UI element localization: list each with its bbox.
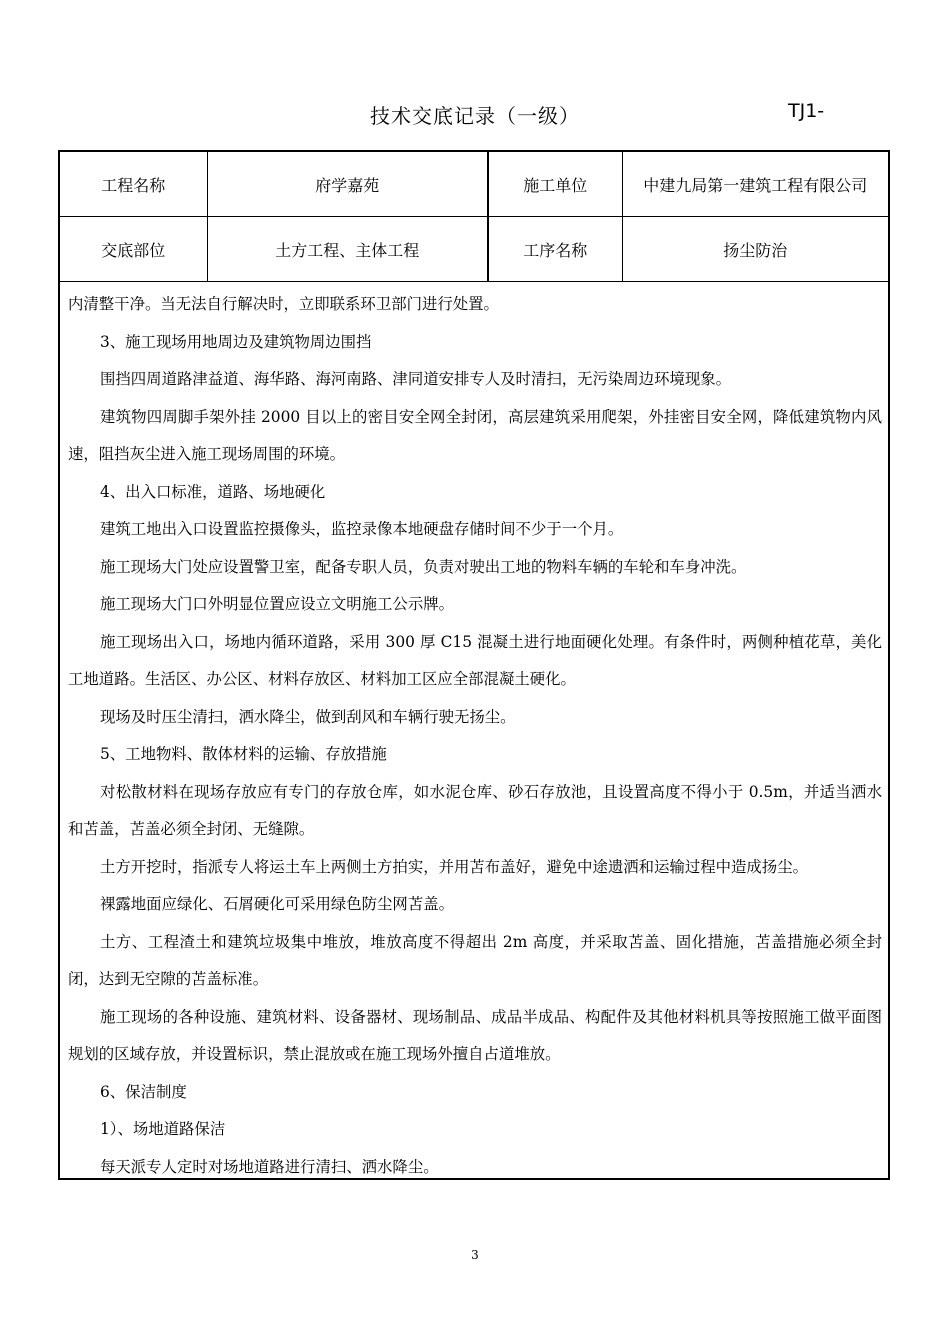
part-value: 土方工程、主体工程 [207,217,488,282]
info-row-part [60,217,888,282]
info-table [60,152,888,282]
section-heading: 4、出入口标准，道路、场地硬化 [100,482,326,501]
paragraph: 施工现场大门口外明显位置应设立文明施工公示牌。 [100,595,454,613]
paragraph: 土方、工程渣土和建筑垃圾集中堆放，堆放高度不得超出 2m 高度，并采取苫盖、固化措施，苫盖措施必须全封闭，达到无空隙的苫盖标准。 [68,932,882,988]
paragraph: 土方开挖时，指派专人将运土车上两侧土方拍实，并用苫布盖好，避免中途遗洒和运输过程中造成扬尘。 [100,857,808,876]
paragraph: 内清整干净。当无法自行解决时，立即联系环卫部门进行处置。 [68,295,499,313]
paragraph: 建筑工地出入口设置监控摄像头，监控录像本地硬盘存储时间不少于一个月。 [100,520,624,538]
section-heading: 6、保洁制度 [100,1082,187,1101]
page-number: 3 [471,1248,479,1262]
record-frame [58,150,890,1180]
section-heading: 5、工地物料、散体材料的运输、存放措施 [100,745,387,763]
contractor-value: 中建九局第一建筑工程有限公司 [622,152,888,217]
process-value: 扬尘防治 [622,217,888,282]
info-row-project [60,152,888,217]
section-heading: 3、施工现场用地周边及建筑物周边围挡 [100,332,372,351]
paragraph: 建筑物四周脚手架外挂 2000 目以上的密目安全网全封闭，高层建筑采用爬架，外挂密目安全网，降低建筑物内风速，阻挡灰尘进入施工现场周围的环境。 [68,407,882,463]
paragraph: 现场及时压尘清扫，洒水降尘，做到刮风和车辆行驶无扬尘。 [100,707,516,726]
project-name-label: 工程名称 [60,152,207,217]
subsection-heading: 1）、场地道路保洁 [100,1120,226,1138]
paragraph: 围挡四周道路津益道、海华路、海河南路、津同道安排专人及时清扫，无污染周边环境现象。 [100,370,732,388]
paragraph: 每天派专人定时对场地道路进行清扫、洒水降尘。 [100,1157,439,1176]
document-title: 技术交底记录（一级） [370,104,580,128]
paragraph: 对松散材料在现场存放应有专门的存放仓库，如水泥仓库、砂石存放池，且设置高度不得小于 0.5m，并适当洒水和苫盖，苫盖必须全封闭、无缝隙。 [68,782,882,838]
contractor-label: 施工单位 [488,152,622,217]
paragraph: 裸露地面应绿化、石屑硬化可采用绿色防尘网苫盖。 [100,895,454,913]
project-name-value: 府学嘉苑 [207,152,488,217]
paragraph: 施工现场大门处应设置警卫室，配备专职人员，负责对驶出工地的物料车辆的车轮和车身冲洗。 [100,557,747,576]
process-label: 工序名称 [488,217,622,282]
part-label: 交底部位 [60,217,207,282]
form-code: TJ1- [788,100,825,122]
paragraph: 施工现场出入口，场地内循环道路，采用 300 厚 C15 混凝土进行地面硬化处理。有条件时，两侧种植花草，美化工地道路。生活区、办公区、材料存放区、材料加工区应全部混凝土硬化。 [68,632,882,688]
disclosure-content [68,286,882,1186]
paragraph: 施工现场的各种设施、建筑材料、设备器材、现场制品、成品半成品、构配件及其他材料机具等按照施工做平面图规划的区域存放，并设置标识，禁止混放或在施工现场外擅自占道堆放。 [68,1007,882,1063]
